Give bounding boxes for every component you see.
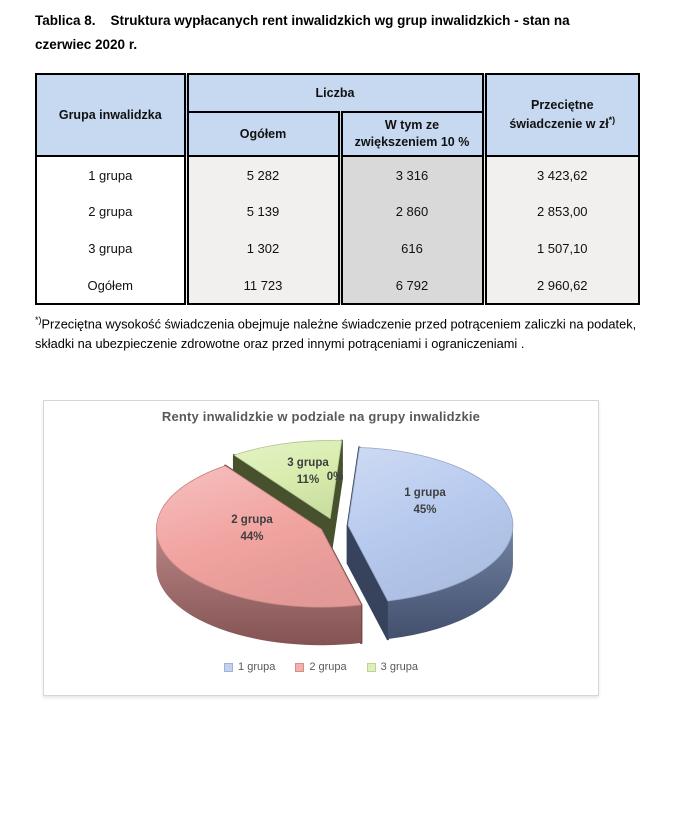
pie-zero-label: 0% (326, 471, 344, 484)
table-header (36, 74, 639, 156)
header-increased (340, 112, 484, 156)
cell-total: 5 282 (186, 156, 340, 193)
cell-increased: 2 860 (340, 193, 484, 230)
cell-group: 3 grupa (36, 230, 186, 267)
cell-average: 2 960,62 (484, 267, 639, 304)
header-increased-text: W tym ze zwiększeniem 10 % (354, 118, 470, 150)
cell-group: 2 grupa (36, 193, 186, 230)
legend-item (295, 661, 346, 673)
cell-increased: 616 (340, 230, 484, 267)
pie-data-label-pct: 11% (296, 474, 320, 487)
cell-group: Ogółem (36, 267, 186, 304)
header-total: Ogółem (186, 112, 340, 156)
legend-item (367, 661, 418, 673)
header-average-footnote-marker: *) (608, 115, 616, 126)
legend-item (224, 661, 275, 673)
cell-total: 1 302 (186, 230, 340, 267)
cell-group: 1 grupa (36, 156, 186, 193)
pie-chart (44, 430, 598, 660)
table-body (36, 156, 639, 304)
legend-swatch-icon (367, 663, 376, 672)
disability-pension-table (35, 73, 640, 305)
header-average-text: Przeciętne świadczenie w zł (509, 98, 609, 132)
legend-label: 3 grupa (380, 661, 418, 674)
heading-line-2: czerwiec 2020 r. (35, 36, 138, 52)
document-heading (35, 9, 663, 56)
chart-title: Renty inwalidzkie w podziale na grupy inwalidzkie (161, 409, 481, 425)
chart-legend (44, 661, 598, 673)
header-average (484, 74, 639, 156)
legend-swatch-icon (295, 663, 304, 672)
header-count-group: Liczba (186, 74, 484, 112)
table-row (36, 267, 639, 304)
table-footnote (35, 314, 667, 354)
cell-average: 3 423,62 (484, 156, 639, 193)
cell-average: 2 853,00 (484, 193, 639, 230)
pie-data-label-pct: 45% (413, 504, 437, 517)
pie-chart-frame (43, 400, 599, 696)
cell-increased: 3 316 (340, 156, 484, 193)
cell-average: 1 507,10 (484, 230, 639, 267)
pie-data-label-pct: 44% (240, 531, 264, 544)
legend-label: 1 grupa (238, 661, 276, 674)
header-group: Grupa inwalidzka (36, 74, 186, 156)
cell-total: 11 723 (186, 267, 340, 304)
heading-line-1: Tablica 8. Struktura wypłacanych rent inwalidzkich wg grup inwalidzkich - stan na (35, 13, 570, 28)
pie-data-label: 2 grupa (231, 514, 273, 527)
table-row (36, 193, 639, 230)
cell-increased: 6 792 (340, 267, 484, 304)
pie-data-label: 1 grupa (404, 487, 446, 500)
footnote-marker: *) (35, 315, 42, 326)
table-row (36, 230, 639, 267)
footnote-text: Przeciętna wysokość świadczenia obejmuje należne świadczenie przed potrąceniem zaliczki na podatek, składki na ubezpieczenie zdrowotne oraz przed innymi potrąceniami i ograniczeniami . (35, 316, 637, 352)
pie-data-label: 3 grupa (287, 457, 329, 470)
cell-total: 5 139 (186, 193, 340, 230)
legend-label: 2 grupa (309, 661, 347, 674)
legend-swatch-icon (224, 663, 233, 672)
table-row (36, 156, 639, 193)
